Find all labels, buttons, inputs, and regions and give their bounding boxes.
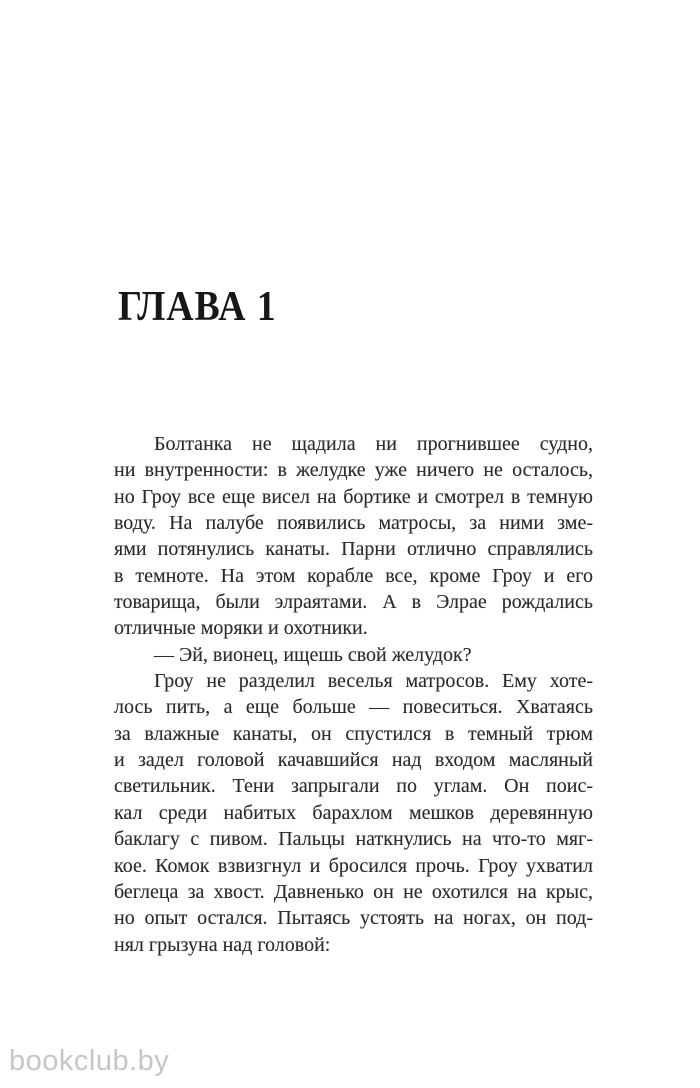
text-line: беглеца за хвост. Давненько он не охотился на крыс, bbox=[114, 880, 593, 903]
text-line: нял грызуна над головой: bbox=[114, 933, 331, 956]
text-line: воду. На палубе появились матросы, за ними зме- bbox=[114, 512, 593, 535]
text-line: и задел головой качавшийся над входом масляный bbox=[114, 749, 593, 772]
text-line: лось пить, а еще больше — повеситься. Хватаясь bbox=[114, 696, 593, 719]
text-line: — Эй, вионец, ищешь свой желудок? bbox=[154, 643, 472, 666]
text-line: ни внутренности: в желудке уже ничего не осталось, bbox=[114, 459, 593, 482]
text-line: ями потянулись канаты. Парни отлично справлялись bbox=[114, 538, 593, 561]
text-line: светильник. Тени запрыгали по углам. Он поис- bbox=[114, 775, 593, 798]
text-line: Болтанка не щадила ни прогнившее судно, bbox=[154, 433, 593, 455]
text-line: но опыт остался. Пытаясь устоять на ногах, он под- bbox=[114, 907, 593, 930]
body-text bbox=[114, 431, 593, 958]
chapter-title: ГЛАВА 1 bbox=[118, 284, 277, 330]
text-line: за влажные канаты, он спустился в темный трюм bbox=[114, 722, 593, 745]
text-line: Гроу не разделил веселья матросов. Ему хоте- bbox=[154, 670, 593, 693]
text-line: кое. Комок взвизгнул и бросился прочь. Гроу ухватил bbox=[114, 854, 593, 877]
watermark: bookclub.by bbox=[9, 1045, 170, 1077]
text-line: отличные моряки и охотники. bbox=[114, 617, 368, 640]
text-line: кал среди набитых барахлом мешков деревянную bbox=[114, 801, 593, 824]
text-line: в темноте. На этом корабле все, кроме Гроу и его bbox=[114, 564, 593, 587]
text-line: товарища, были элраятами. А в Элрае рождались bbox=[114, 591, 593, 614]
text-line: но Гроу все еще висел на бортике и смотрел в темную bbox=[114, 485, 593, 508]
text-line: баклагу с пивом. Пальцы наткнулись на что-то мяг- bbox=[114, 828, 593, 851]
